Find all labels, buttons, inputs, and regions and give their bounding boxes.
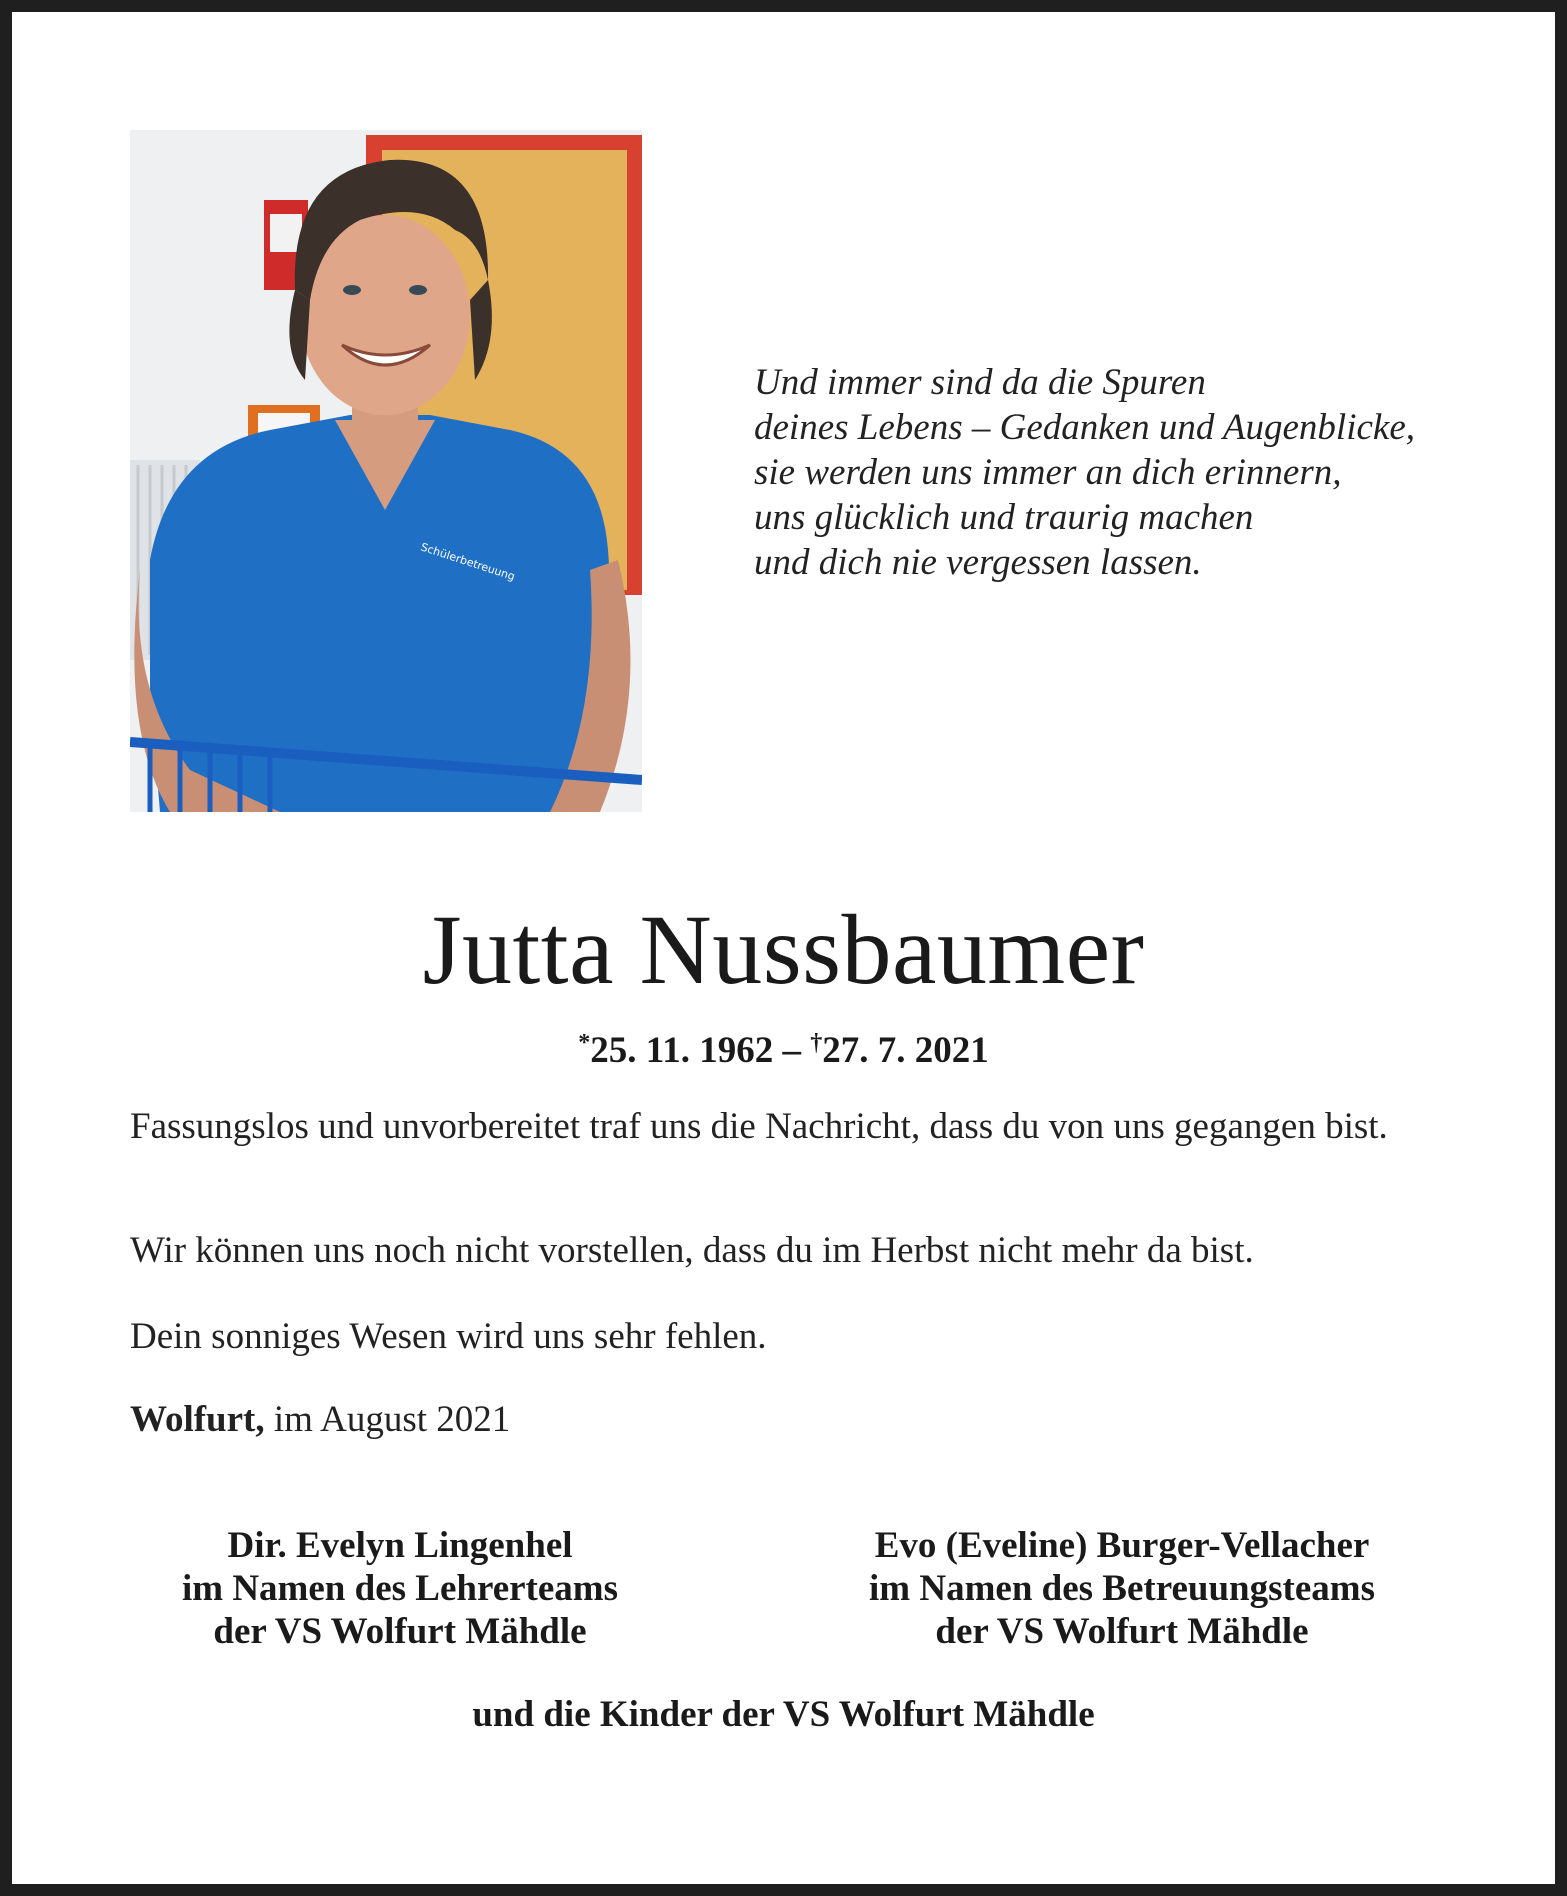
message-paragraph: Wir können uns noch nicht vorstellen, dass du im Herbst nicht mehr da bist. bbox=[130, 1230, 1254, 1271]
quote-line: Und immer sind da die Spuren bbox=[754, 362, 1206, 403]
closing-signature: und die Kinder der VS Wolfurt Mähdle bbox=[472, 1694, 1095, 1735]
memorial-quote bbox=[754, 360, 1484, 585]
date-line: im August 2021 bbox=[264, 1399, 511, 1440]
date-separator: – bbox=[773, 1030, 811, 1071]
signature-line: im Namen des Lehrerteams bbox=[181, 1568, 619, 1609]
signature-line: der VS Wolfurt Mähdle bbox=[213, 1611, 587, 1652]
death-symbol: † bbox=[810, 1030, 823, 1056]
signature-line: der VS Wolfurt Mähdle bbox=[935, 1611, 1309, 1652]
signature-line: Dir. Evelyn Lingenhel bbox=[227, 1525, 573, 1566]
deceased-name: Jutta Nussbaumer bbox=[422, 894, 1145, 1005]
signature-left bbox=[60, 1524, 740, 1653]
portrait-photo bbox=[130, 130, 642, 812]
birth-date: 25. 11. 1962 bbox=[590, 1030, 774, 1071]
signature-line: im Namen des Betreuungsteams bbox=[869, 1568, 1375, 1609]
place: Wolfurt, bbox=[130, 1399, 265, 1440]
shirt-print: Schülerbetreuung bbox=[419, 540, 517, 584]
message-paragraph: Dein sonniges Wesen wird uns sehr fehlen. bbox=[130, 1316, 767, 1357]
life-dates bbox=[0, 1018, 1567, 1076]
birth-symbol: * bbox=[578, 1030, 591, 1056]
quote-line: deines Lebens – Gedanken und Augenblicke, bbox=[754, 407, 1416, 448]
message-paragraph: Fassungslos und unvorbereitet traf uns die Nachricht, dass du von uns gegangen bist. bbox=[130, 1106, 1388, 1147]
quote-line: sie werden uns immer an dich erinnern, bbox=[754, 452, 1342, 493]
place-date-line bbox=[130, 1399, 1450, 1441]
signature-line: Evo (Eveline) Burger-Vellacher bbox=[874, 1525, 1370, 1566]
signature-right bbox=[782, 1524, 1462, 1653]
quote-line: uns glücklich und traurig machen bbox=[754, 497, 1254, 538]
death-date: 27. 7. 2021 bbox=[822, 1030, 989, 1071]
quote-line: und dich nie vergessen lassen. bbox=[754, 542, 1202, 583]
